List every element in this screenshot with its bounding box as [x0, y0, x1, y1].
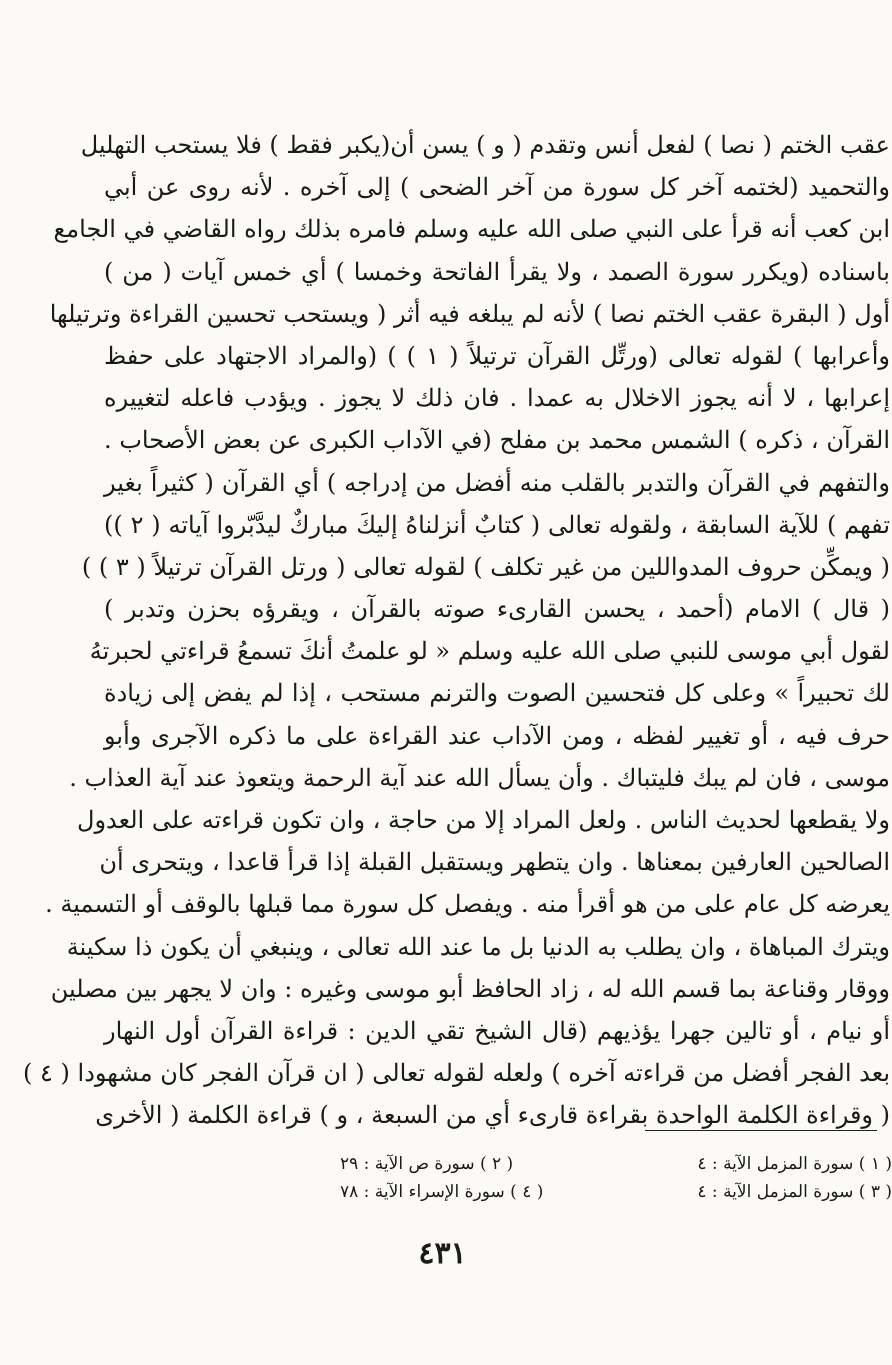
text-line: لقول أبي موسى للنبي صلى الله عليه وسلم « لو علمتُ أنكَ تسمعُ قراءتي لحبرتهُ	[89, 637, 890, 666]
text-line: موسى ، فان لم يبك فليتباك . وأن يسأل الله عند آية الرحمة ويتعوذ عند آية العذاب .	[69, 763, 890, 792]
footnote-divider	[645, 1130, 877, 1131]
footnote-row	[340, 1150, 892, 1178]
text-line: ( وقراءة الكلمة الواحدة بقراءة قارىء أي من السبعة ، و ) قراءة الكلمة ( الأخرى	[95, 1101, 890, 1130]
footnote-1: ( ١ ) سورة المزمل الآية : ٤	[697, 1154, 892, 1174]
footnote-row	[340, 1178, 892, 1206]
text-line: لك تحبيراً » وعلى كل فتحسين الصوت والترنم مستحب ، إذا لم يفض إلى زيادة	[104, 679, 890, 708]
text-line: والتفهم في القرآن والتدبر بالقلب منه أفضل من إدراجه ) أي القرآن ( كثيراً بغير	[104, 468, 890, 497]
footnotes	[340, 1150, 892, 1206]
text-line: أو نيام ، أو تالين جهرا يؤذيهم (قال الشيخ تقي الدين : قراءة القرآن أول النهار	[104, 1016, 890, 1045]
footnote-4: ( ٤ ) سورة الإسراء الآية : ٧٨	[340, 1182, 544, 1202]
text-line: ولا يقطعها لحديث الناس . ولعل المراد إلا من حاجة ، وان تكون قراءته على العدول	[77, 806, 890, 834]
text-line: ووقار وقناعة بما قسم الله له ، زاد الحافظ أبو موسى وغيره : وان لا يجهر بين مصلين	[50, 974, 890, 1003]
text-line: والتحميد (لختمه آخر كل سورة من آخر الضحى ) إلى آخره . لأنه روى عن أبي	[104, 173, 890, 202]
text-line: يعرضه كل عام على من هو أقرأ منه . ويفصل كل سورة مما قبلها بالوقف أو التسمية .	[45, 890, 890, 919]
text-line: عقب الختم ( نصا ) لفعل أنس وتقدم ( و ) يسن أن(يكبر فقط ) فلا يستحب التهليل	[80, 131, 890, 159]
text-line: إعرابها ، لا أنه يجوز الاخلال به عمدا . فان ذلك لا يجوز . ويؤدب فاعله لتغييره	[104, 384, 890, 413]
text-line: حرف فيه ، أو تغيير لفظه ، ومن الآداب عند القراءة على ما ذكره الآجرى وأبو	[104, 721, 890, 750]
body-text	[23, 124, 891, 1137]
text-line: بعد الفجر أفضل من قراءته آخره ) ولعله لقوله تعالى ( ان قرآن الفجر كان مشهودا ( ٤ )	[23, 1059, 890, 1088]
text-line: ويترك المباهاة ، وان يطلب به الدنيا بل ما عند الله تعالى ، وينبغي أن يكون ذا سكينة	[66, 932, 890, 961]
text-line: ( ويمكِّن حروف المدواللين من غير تكلف ) لقوله تعالى ( ورتل القرآن ترتيلاً ( ٣ ) )	[81, 552, 890, 581]
text-line: القرآن ، ذكره ) الشمس محمد بن مفلح (في الآداب الكبرى عن بعض الأصحاب .	[104, 426, 890, 455]
text-line: أول ( البقرة عقب الختم نصا ) لأنه لم يبلغه فيه أثر ( ويستحب تحسين القراءة وترتيلها	[49, 299, 890, 328]
text-line: تفهم ) للآية السابقة ، ولقوله تعالى ( كتابٌ أنزلناهُ إليكَ مباركٌ ليدَّبّروا آياته ( ٢ ))	[104, 510, 891, 539]
text-line: باسناده (ويكرر سورة الصمد ، ولا يقرأ الفاتحة وخمسا ) أي خمس آيات ( من )	[104, 257, 890, 286]
text-line: ابن كعب أنه قرأ على النبي صلى الله عليه وسلم فامره بذلك رواه القاضي في الجامع	[53, 215, 890, 244]
text-line: الصالحين العارفين بمعناها . وان يتطهر ويستقبل القبلة إذا قرأ قاعدا ، ويتحرى أن	[99, 848, 890, 877]
text-line: وأعرابها ) لقوله تعالى (ورتِّل القرآن ترتيلاً ( ١ ) ) (والمراد الاجتهاد على حفظ	[104, 341, 890, 370]
footnote-2: ( ٢ ) سورة ص الآية : ٢٩	[340, 1154, 514, 1174]
footnote-3: ( ٣ ) سورة المزمل الآية : ٤	[697, 1182, 892, 1202]
text-line: ( قال ) الامام (أحمد ، يحسن القارىء صوته بالقرآن ، ويقرؤه بحزن وتدبر )	[104, 595, 890, 624]
page-number: ٤٣١	[418, 1236, 467, 1271]
